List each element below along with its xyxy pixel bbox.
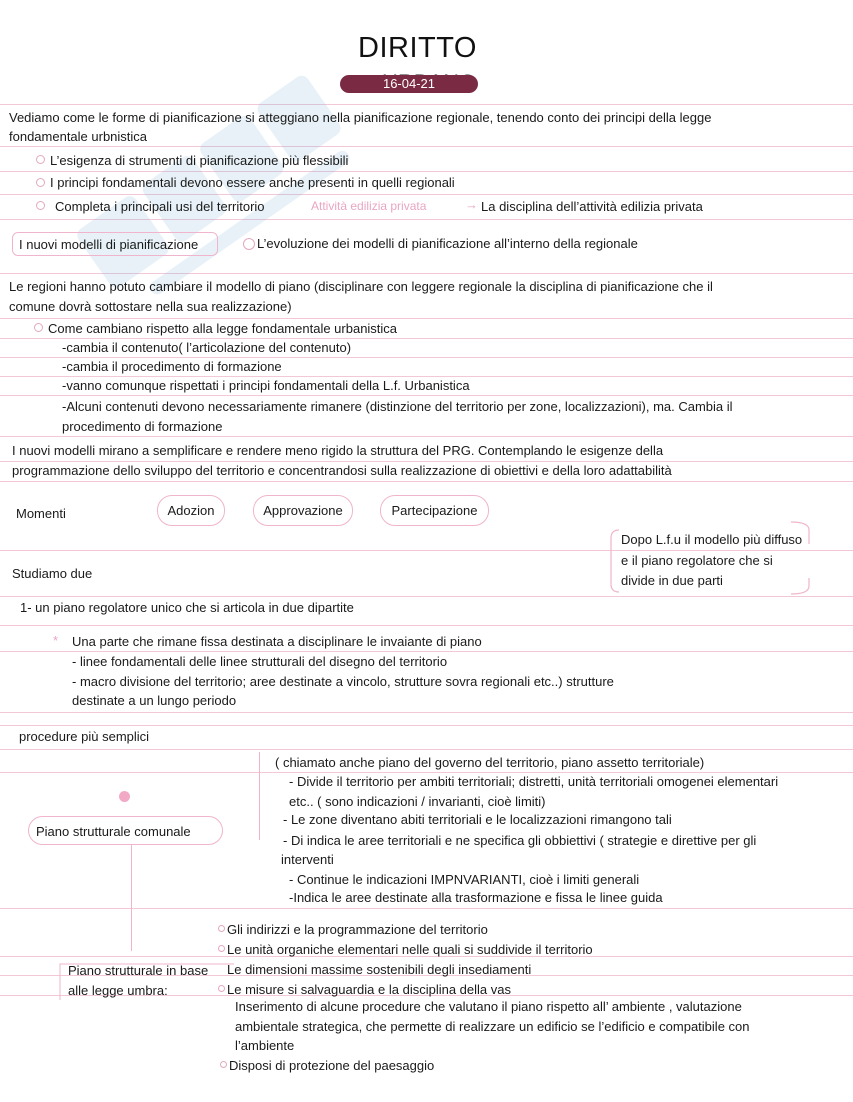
star-bullet: * xyxy=(53,633,59,648)
circle-bullet-icon xyxy=(218,985,225,992)
list-item: -vanno comunque rispettati i principi fondamentali della L.f. Urbanistica xyxy=(62,378,470,393)
circle-bullet-icon xyxy=(36,201,45,210)
regioni-line-2: comune dovrà sottostare nella sua realizzazione) xyxy=(9,299,292,314)
vas-desc: Inserimento di alcune procedure che valutano il piano rispetto all’ ambiente , valutazione xyxy=(235,999,742,1014)
momento-approvazione: Approvazione xyxy=(253,495,353,526)
list-item: -cambia il procedimento di formazione xyxy=(62,359,282,374)
list-item: procedimento di formazione xyxy=(62,419,223,434)
intro-line-1: Vediamo come le forme di pianificazione si atteggiano nella pianificazione regionale, tenendo conto dei principi della legge xyxy=(9,110,712,125)
circle-bullet-icon xyxy=(36,155,45,164)
list-item: -cambia il contenuto( l’articolazione del contenuto) xyxy=(62,340,352,355)
nuovi-modelli-desc: L’evoluzione dei modelli di pianificazione all’interno della regionale xyxy=(257,236,638,251)
nuovi-modelli-box: I nuovi modelli di pianificazione xyxy=(12,232,218,256)
link-attivita-edilizia[interactable]: Attività edilizia privata xyxy=(311,199,427,213)
psc-detail: -Indica le aree destinate alla trasformazione e fissa le linee guida xyxy=(289,890,663,905)
circle-bullet-icon xyxy=(220,1061,227,1068)
right-arrow-icon: → xyxy=(465,197,478,212)
dopo-lfu-line-1: Dopo L.f.u il modello più diffuso xyxy=(621,532,803,547)
parte-fissa-line: destinate a un lungo periodo xyxy=(72,693,237,708)
parte-fissa-line: - linee fondamentali delle linee strutturali del disegno del territorio xyxy=(72,654,448,669)
parte-fissa-line: Una parte che rimane fissa destinata a disciplinare le invaiante di piano xyxy=(72,634,482,649)
umbra-label-2: alle legge umbra: xyxy=(68,983,168,998)
psc-detail: - Continue le indicazioni IMPNVARIANTI, cioè i limiti generali xyxy=(289,872,640,887)
umbra-item: Le misure si salvaguardia e la disciplina della vas xyxy=(227,982,511,997)
semplificare-line-1: I nuovi modelli mirano a semplificare e rendere meno rigido la struttura del PRG. Contemplando le esigenze della xyxy=(12,443,664,458)
psc-detail: etc.. ( sono indicazioni / invarianti, cioè limiti) xyxy=(289,794,546,809)
psc-box: Piano strutturale comunale xyxy=(28,816,223,845)
momento-partecipazione: Partecipazione xyxy=(380,495,489,526)
umbra-label-1: Piano strutturale in base xyxy=(68,963,209,978)
list-item: L’esigenza di strumenti di pianificazione più flessibili xyxy=(50,153,349,168)
vas-desc: ambientale strategica, che permette di realizzare un edificio se l’edificio e compatibile con xyxy=(235,1019,750,1034)
momenti-label: Momenti xyxy=(16,506,66,521)
dopo-lfu-line-2: e il piano regolatore che si xyxy=(621,553,773,568)
regioni-line-1: Le regioni hanno potuto cambiare il modello di piano (disciplinare con leggere regionale la disciplina di pianificazione che il xyxy=(9,279,713,294)
psc-detail: - Di indica le aree territoriali e ne specifica gli obbiettivi ( strategie e direttive per gli xyxy=(283,833,757,848)
link-target-text: La disciplina dell’attività edilizia privata xyxy=(481,199,703,214)
paesaggio-item: Disposi di protezione del paesaggio xyxy=(229,1058,435,1073)
dot-icon xyxy=(119,791,130,802)
procedure-label: procedure più semplici xyxy=(19,729,150,744)
circle-bullet-icon xyxy=(218,925,225,932)
parte-fissa-line: - macro divisione del territorio; aree destinate a vincolo, strutture sovra regionali etc..) strutture xyxy=(72,674,614,689)
page-title: DIRITTO xyxy=(358,32,477,64)
list-item: Completa i principali usi del territorio xyxy=(55,199,265,214)
umbra-item: Le dimensioni massime sostenibili degli insediamenti xyxy=(227,962,532,977)
list-item: -Alcuni contenuti devono necessariamente rimanere (distinzione del territorio per zone, localizzazioni), ma. Cambia il xyxy=(62,399,733,414)
piano-unico: 1- un piano regolatore unico che si articola in due dipartite xyxy=(20,600,354,615)
circle-bullet-icon xyxy=(34,323,43,332)
umbra-item: Gli indirizzi e la programmazione del territorio xyxy=(227,922,488,937)
studiamo-label: Studiamo due xyxy=(12,566,93,581)
psc-detail: ( chiamato anche piano del governo del territorio, piano assetto territoriale) xyxy=(275,755,705,770)
list-item: I principi fondamentali devono essere anche presenti in quelli regionali xyxy=(50,175,455,190)
momento-adozione: Adozion xyxy=(157,495,225,526)
come-cambiano-heading: Come cambiano rispetto alla legge fondamentale urbanistica xyxy=(48,321,398,336)
psc-detail: - Le zone diventano abiti territoriali e le localizzazioni rimangono tali xyxy=(283,812,672,827)
circle-bullet-icon xyxy=(243,238,255,250)
intro-line-2: fondamentale urbnistica xyxy=(9,129,148,144)
circle-bullet-icon xyxy=(36,178,45,187)
umbra-item: Le unità organiche elementari nelle quali si suddivide il territorio xyxy=(227,942,593,957)
circle-bullet-icon xyxy=(218,945,225,952)
semplificare-line-2: programmazione dello sviluppo del territorio e concentrandosi sulla realizzazione di obiettivi e della loro adattabilità xyxy=(12,463,672,478)
dopo-lfu-line-3: divide in due parti xyxy=(621,573,723,588)
psc-detail: interventi xyxy=(281,852,334,867)
vas-desc: l’ambiente xyxy=(235,1038,295,1053)
date-badge: 16-04-21 xyxy=(340,75,478,93)
psc-detail: - Divide il territorio per ambiti territoriali; distretti, unità territoriali omogenei elementari xyxy=(289,774,779,789)
